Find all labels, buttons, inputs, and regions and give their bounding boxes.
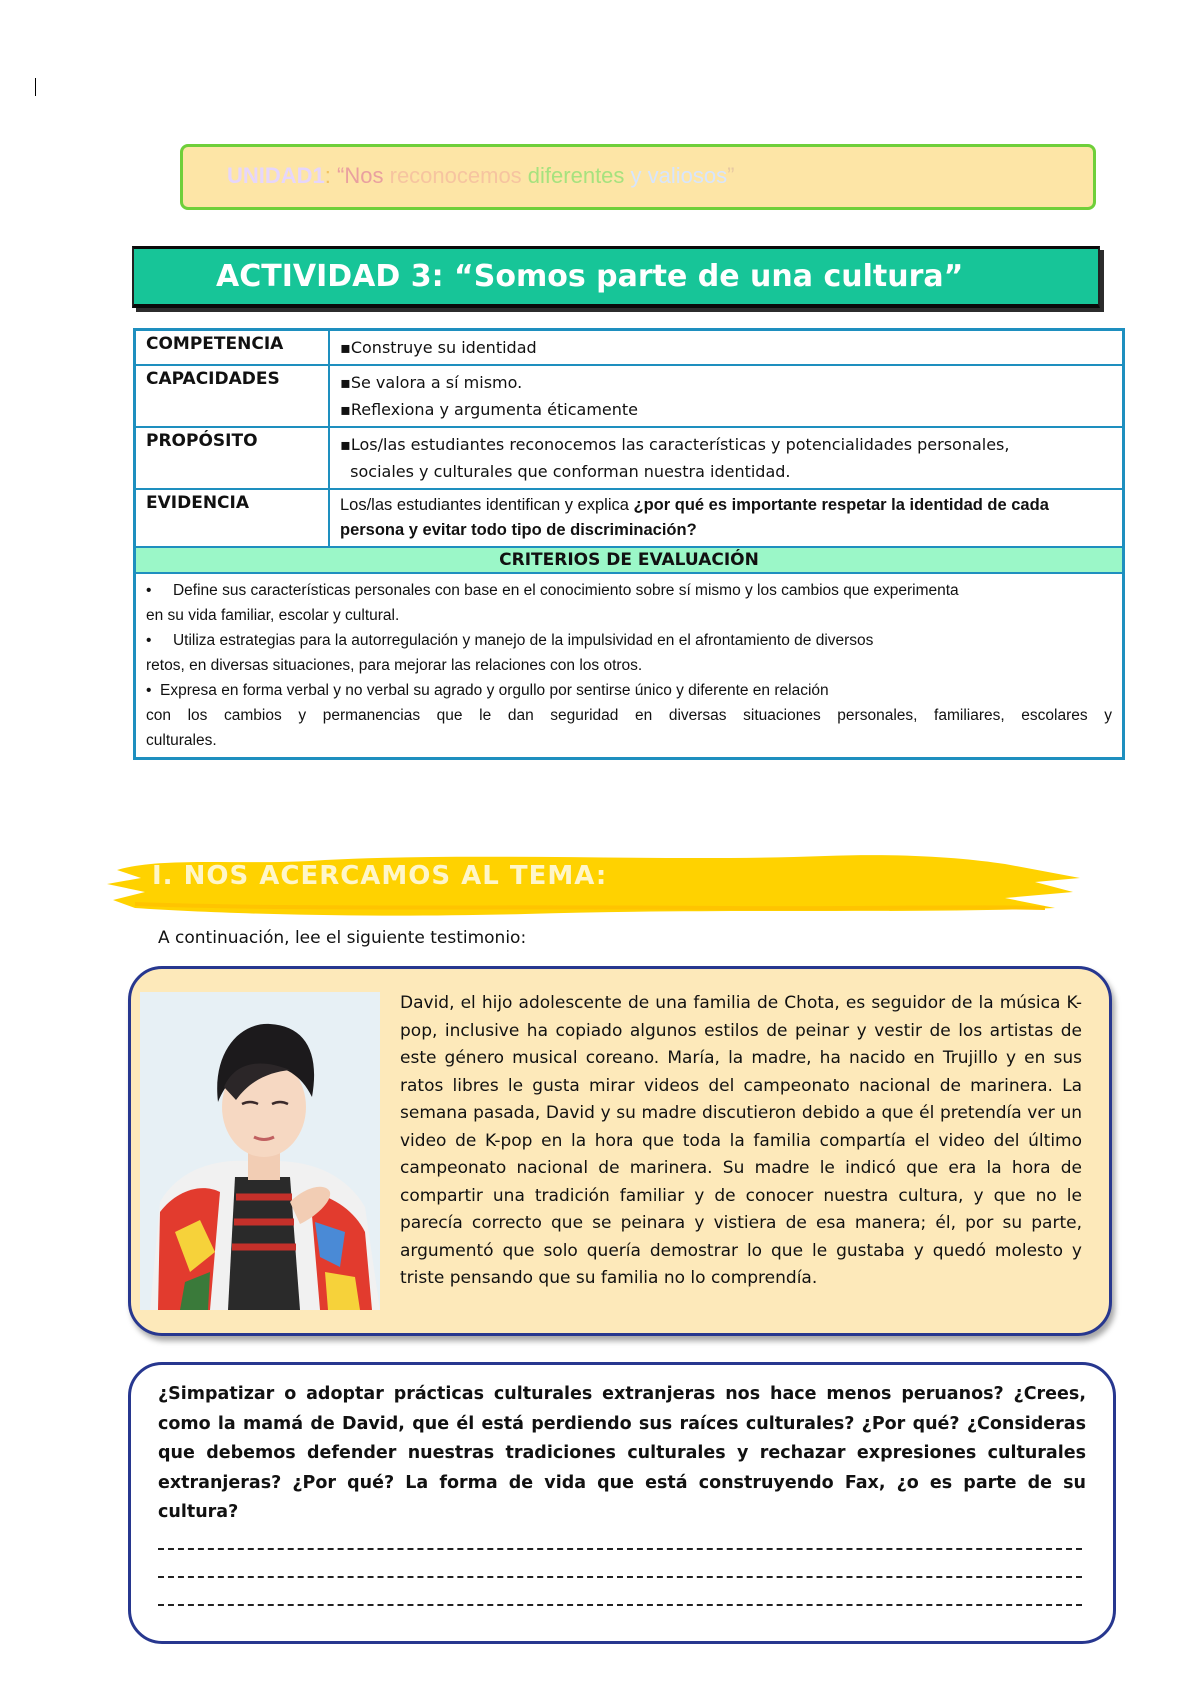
unit-label: UNIDAD1 (227, 163, 325, 188)
unit-quote-close: ” (727, 163, 735, 188)
unit-quote-open: “ (330, 163, 345, 188)
capacidad-item: ▪Se valora a sí mismo. (340, 373, 523, 392)
table-row-criterios (135, 573, 1124, 759)
activity-title-banner (132, 246, 1100, 308)
criterio-line: retos, en diversas situaciones, para mejorar las relaciones con los otros. (146, 657, 643, 674)
proposito-label: PROPÓSITO (135, 427, 330, 489)
proposito-value (329, 427, 1124, 489)
evidencia-text: Los/las estudiantes identifican y explica (340, 496, 634, 514)
unit-word-3: diferentes (521, 163, 625, 188)
answer-line[interactable] (158, 1576, 1082, 1578)
criterios-header: CRITERIOS DE EVALUACIÓN (135, 547, 1124, 573)
student-photo (140, 992, 380, 1310)
competencia-value: ▪Construye su identidad (329, 330, 1124, 366)
criterio-line: con los cambios y permanencias que le dan seguridad en diversas situaciones personales, familiares, escolares y (146, 707, 1112, 724)
activity-title: ACTIVIDAD 3: “Somos parte de una cultura” (216, 259, 964, 294)
unit-word-1: Nos (344, 163, 384, 188)
answer-line[interactable] (158, 1548, 1082, 1550)
reflection-questions: ¿Simpatizar o adoptar prácticas culturales extranjeras nos hace menos peruanos? ¿Crees, como la mamá de David, que él está perdiendo sus raíces culturales? ¿Por qué? ¿Consideras que debemos defender nuestras tradiciones culturales y rechazar expresiones culturales extranjeras? ¿Por qué? La forma de vida que está construyendo Fax, ¿o es parte de su cultura? (158, 1384, 1086, 1522)
table-row-competencia (135, 330, 1124, 366)
evidencia-label: EVIDENCIA (135, 489, 330, 547)
unit-banner (180, 144, 1096, 210)
table-row-evidencia (135, 489, 1124, 547)
evidencia-value (329, 489, 1124, 547)
answer-line[interactable] (158, 1604, 1082, 1606)
table-row-criterios-header (135, 547, 1124, 573)
proposito-line: ▪Los/las estudiantes reconocemos las características y potencialidades personales, (340, 435, 1010, 454)
testimony-text: David, el hijo adolescente de una familia de Chota, es seguidor de la música K-pop, inclusive ha copiado algunos estilos de peinar y vestir de los artistas de este género musical coreano. María, la madre, ha nacido en Trujillo y en sus ratos libres le gusta mirar videos del campeonato nacional de marinera. La semana pasada, David y su madre discutieron debido a que él pretendía ver un video de K-pop en la hora que toda la familia compartía el video del último campeonato nacional de marinera. Su madre le indicó que era la hora de compartir una tradición familiar y de conocer nuestra cultura, y que no le parecía correcto que se peinara y vistiera de esa manera; él, por su parte, argumentó que solo quería demostrar lo que le gustaba y quedó molesto y triste pensando que su familia no lo comprendía. (400, 993, 1082, 1288)
criterios-list (135, 573, 1124, 759)
capacidades-value (329, 365, 1124, 427)
criterio-line: • Expresa en forma verbal y no verbal su agrado y orgullo por sentirse único y diferente en relación (146, 682, 829, 699)
capacidades-label: CAPACIDADES (135, 365, 330, 427)
text-cursor (35, 78, 36, 96)
unit-colon: : (324, 163, 331, 188)
unit-word-2: reconocemos (383, 163, 522, 188)
section-title: I. NOS ACERCAMOS AL TEMA: (152, 861, 608, 891)
table-row-capacidades (135, 365, 1124, 427)
criterio-line: en su vida familiar, escolar y cultural. (146, 607, 400, 624)
criterio-line: culturales. (146, 732, 217, 749)
person-illustration (140, 992, 380, 1310)
criterio-line: • Utiliza estrategias para la autorregulación y manejo de la impulsividad en el afrontamiento de diversos (146, 632, 874, 649)
intro-text: A continuación, lee el siguiente testimonio: (158, 928, 527, 948)
proposito-line: sociales y culturales que conforman nuestra identidad. (340, 462, 791, 481)
table-row-proposito (135, 427, 1124, 489)
criterio-line: • Define sus características personales con base en el conocimiento sobre sí mismo y los cambios que experimenta (146, 582, 959, 599)
competencia-label: COMPETENCIA (135, 330, 330, 366)
unit-word-4: y valiosos (624, 163, 728, 188)
competency-table (133, 328, 1125, 760)
evidencia-question: ¿por qué es importante respetar la identidad de cada persona y evitar todo tipo de discriminación? (340, 496, 1049, 539)
capacidad-item: ▪Reflexiona y argumenta éticamente (340, 400, 638, 419)
